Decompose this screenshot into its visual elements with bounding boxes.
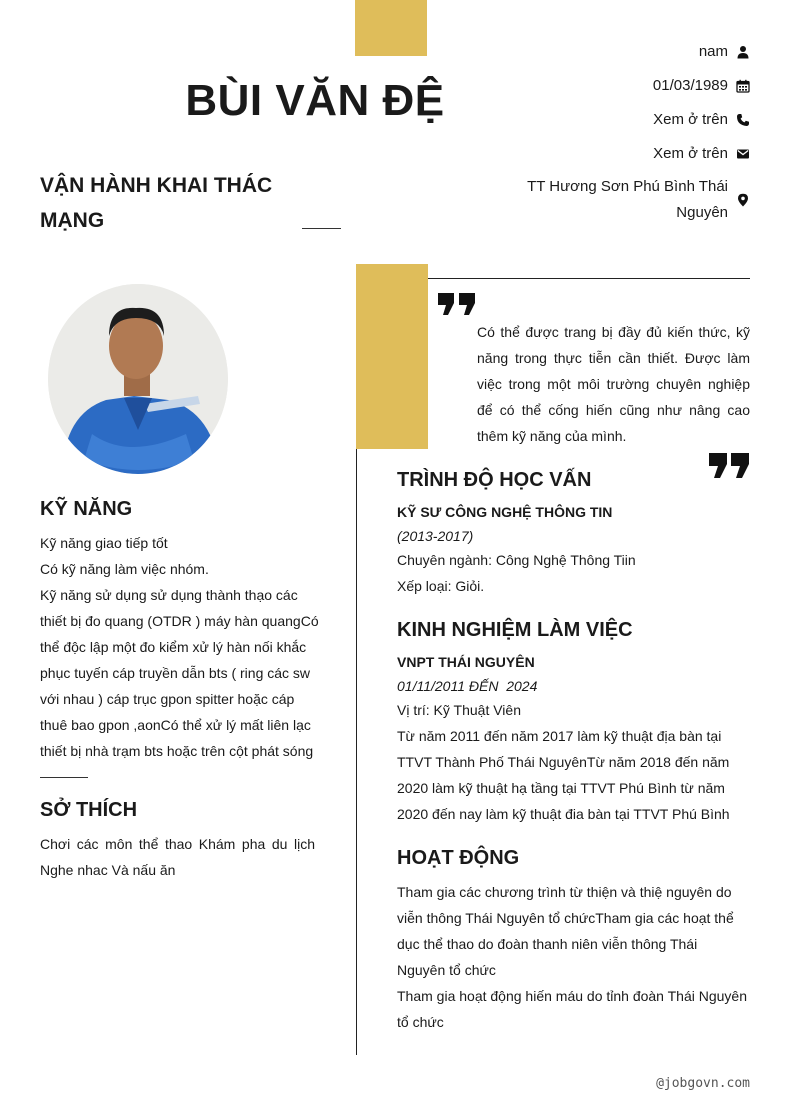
experience-heading: KINH NGHIỆM LÀM VIỆC [397, 619, 633, 641]
birthdate-text: 01/03/1989 [652, 77, 728, 94]
footer-watermark: @jobgovn.com [656, 1076, 750, 1091]
column-divider [356, 449, 357, 1055]
email-text: Xem ở trên [653, 145, 728, 162]
contact-gender [699, 39, 750, 65]
experience-company: VNPT THÁI NGUYÊN [397, 654, 535, 670]
skills-heading: KỸ NĂNG [40, 498, 133, 520]
objective-accent-block [356, 264, 428, 449]
job-title: VẬN HÀNH KHAI THÁC MẠNG [40, 174, 273, 232]
skills-divider [40, 777, 88, 778]
contact-address [510, 174, 750, 226]
career-objective: Có thể được trang bị đầy đủ kiến thức, kỹ năng trong thực tiễn cần thiết. Được làm việc trong một môi trường chuyên nghiệp để có thể cống hiến cũng như nâng cao thêm kỹ năng của mình. [477, 324, 750, 444]
education-major: Chuyên ngành: Công Nghệ Thông Tiin [397, 552, 636, 568]
map-pin-icon [736, 193, 750, 207]
activity-item: Tham gia hoạt động hiến máu do tỉnh đoàn Thái Nguyên tổ chức [397, 988, 747, 1030]
education-heading: TRÌNH ĐỘ HỌC VẤN [397, 469, 592, 491]
experience-description: Từ năm 2011 đến năm 2017 làm kỹ thuật địa bàn tại TTVT Thành Phố Thái NguyênTừ năm 2018 đến năm 2020 làm kỹ thuật hạ tầng tại TTVT Phú Bình từ năm 2020 đến nay làm kỹ thuật đia bàn tại TTVT Phú Bình [397, 728, 730, 822]
skill-item: Có kỹ năng làm việc nhóm. [40, 561, 209, 577]
objective-divider [428, 278, 750, 279]
quote-close-icon [708, 452, 750, 484]
calendar-icon [736, 79, 750, 93]
education-period: (2013-2017) [397, 528, 474, 544]
contact-phone [653, 107, 750, 133]
avatar [48, 284, 228, 474]
contact-birthdate [653, 73, 750, 99]
activities-list [397, 879, 749, 1035]
phone-text: Xem ở trên [653, 111, 728, 128]
mail-icon [736, 147, 750, 161]
address-text: TT Hương Sơn Phú Bình Thái Nguyên [527, 178, 728, 221]
job-title-divider [302, 228, 341, 229]
top-accent-block [355, 0, 427, 56]
quote-open-icon [437, 292, 477, 321]
skill-item: Kỹ năng sử dụng sử dụng thành thạo các thiết bị đo quang (OTDR ) máy hàn quangCó thể độc lập một đo kiểm xử lý hàn nối khắc phục tuyến cáp truyền dẫn bts ( ring các sw với nhau ) cáp trục gpon spitter hoặc cáp thuê bao gpon ,aonCó thể xử lý mất liên lạc thiết bị nhà trạm bts hoặc trên cột phát sóng [40, 587, 319, 759]
candidate-name: BÙI VĂN ĐỆ [185, 76, 445, 125]
contact-email [653, 141, 750, 167]
experience-period: 01/11/2011 ĐẾN 2024 [397, 678, 538, 694]
education-degree: KỸ SƯ CÔNG NGHỆ THÔNG TIN [397, 504, 613, 520]
hobbies-text: Chơi các môn thể thao Khám pha du lịch Nghe nhac Và nấu ăn [40, 836, 315, 878]
hobbies-heading: SỞ THÍCH [40, 799, 138, 821]
skill-item: Kỹ năng giao tiếp tốt [40, 535, 168, 551]
education-grade: Xếp loại: Giỏi. [397, 578, 485, 594]
user-icon [736, 45, 750, 59]
gender-text: nam [698, 43, 728, 60]
skills-list [40, 530, 322, 764]
activity-item: Tham gia các chương trình từ thiện và thiệ nguyên do viễn thông Thái Nguyên tổ chứcTham gia các hoạt thể dục thể thao do đoàn thanh niên viễn thông Thái Nguyên tổ chức [397, 884, 734, 978]
experience-position: Vị trí: Kỹ Thuật Viên [397, 702, 521, 718]
activities-heading: HOẠT ĐỘNG [397, 847, 520, 869]
phone-icon [736, 113, 750, 127]
